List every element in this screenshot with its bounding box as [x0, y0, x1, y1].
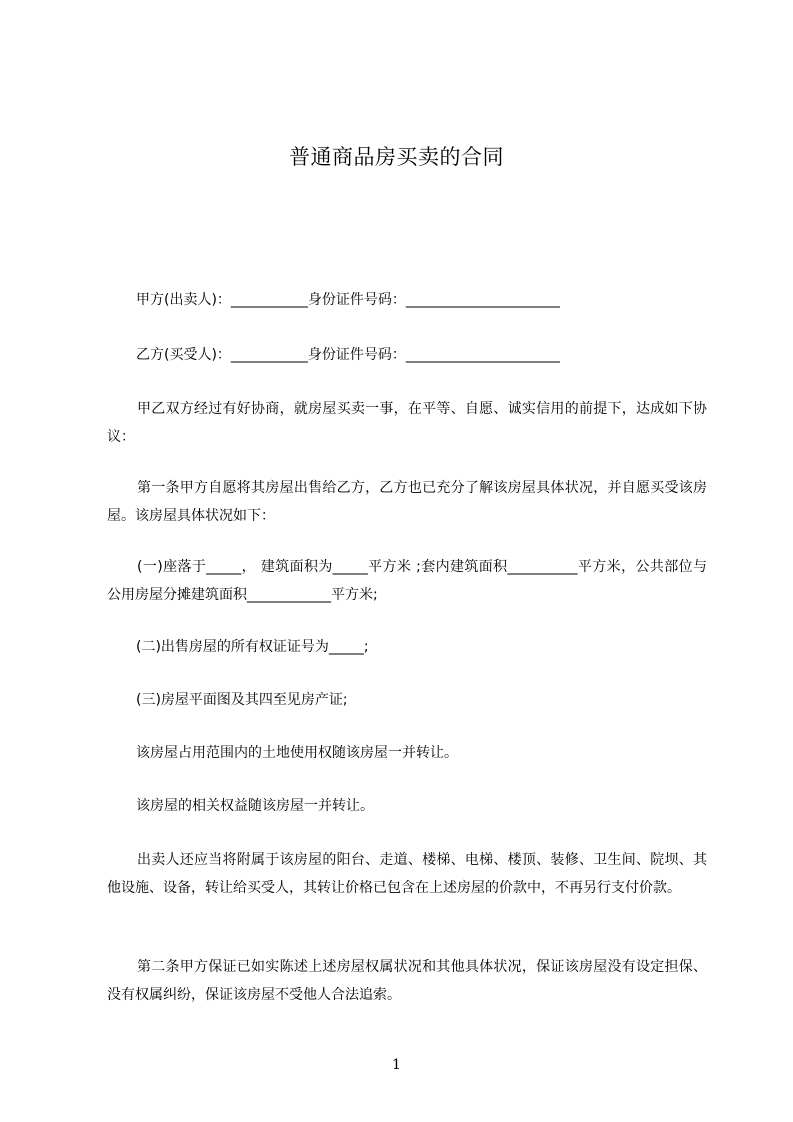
land-use-line: 该房屋占用范围内的土地使用权随该房屋一并转让。	[136, 745, 458, 761]
item-1-paragraph: (一)座落于_____， 建筑面积为_____平方米 ;套内建筑面积__________平方米，公共部位与公用房屋分摊建筑面积____________平方米;	[107, 559, 707, 603]
party-b-line: 乙方(买受人)：___________身份证件号码：______________________	[136, 347, 560, 363]
intro-paragraph: 甲乙双方经过有好协商，就房屋买卖一事，在平等、自愿、诚实信用的前提下，达成如下协议：	[107, 401, 707, 445]
party-a-line: 甲方(出卖人)：___________身份证件号码：______________________	[136, 292, 560, 308]
contract-title: 普通商品房买卖的合同	[289, 145, 504, 169]
item-2-line: (二)出售房屋的所有权证证号为_____;	[136, 639, 369, 655]
item-3-line: (三)房屋平面图及其四至见房产证;	[136, 692, 348, 708]
page-number: 1	[392, 1057, 401, 1073]
article-2-paragraph: 第二条甲方保证已如实陈述上述房屋权属状况和其他具体状况，保证该房屋没有设定担保、没有权属纠纷，保证该房屋不受他人合法追索。	[107, 959, 707, 1003]
rights-line: 该房屋的相关权益随该房屋一并转让。	[136, 798, 374, 814]
article-1-paragraph: 第一条甲方自愿将其房屋出售给乙方，乙方也已充分了解该房屋具体状况，并自愿买受该房屋。该房屋具体状况如下：	[107, 480, 707, 524]
attachments-paragraph: 出卖人还应当将附属于该房屋的阳台、走道、楼梯、电梯、楼顶、装修、卫生间、院坝、其他设施、设备，转让给买受人，其转让价格已包含在上述房屋的价款中，不再另行支付价款。	[107, 852, 707, 896]
